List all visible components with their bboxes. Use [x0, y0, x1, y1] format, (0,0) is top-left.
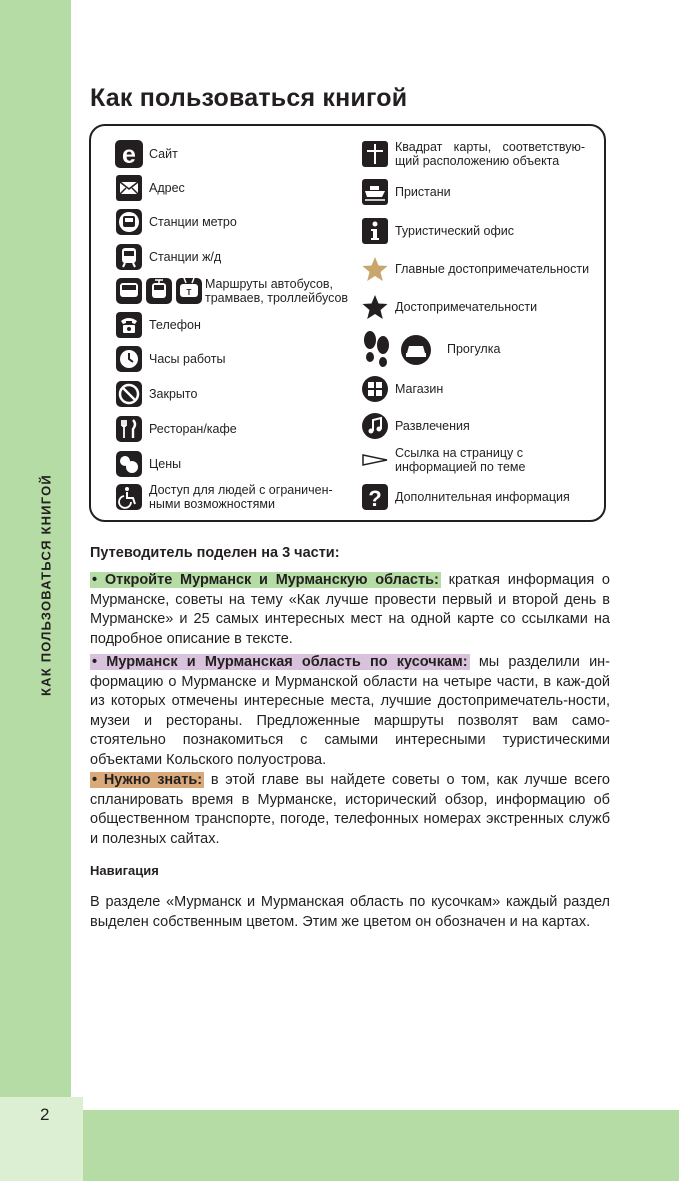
svg-text:?: ? — [368, 486, 382, 511]
sight-star-icon — [361, 293, 389, 321]
legend-item-hours: Часы работы — [115, 345, 225, 373]
bottom-band — [83, 1110, 679, 1181]
legend-item-accessibility: Доступ для людей с ограничен-ными возможностями — [115, 483, 339, 511]
section-highlight-3: • Нужно знать: — [92, 772, 203, 788]
navigation-text: В разделе «Мурманск и Мурманская область по кусочкам» каждый раздел выделен собственным цветом. Этим же цветом он обозначен и на картах. — [90, 894, 610, 930]
legend-item-metro: Станции метро — [115, 208, 237, 236]
section-paragraph-3 — [90, 771, 610, 849]
legend-item-extra-info: ? Дополнительная информация — [361, 483, 570, 511]
svg-text:e: e — [122, 141, 136, 168]
shop-icon — [361, 375, 389, 403]
section-text-1: краткая информация о Мурманске, советы на тему «Как лучше провести первый и второй день в Мурманске» и 25 самых интересных мест на одной карте со ссылками на подробное описание в тексте. — [90, 572, 610, 647]
wheelchair-icon — [115, 483, 143, 511]
prices-coins-icon — [115, 450, 143, 478]
legend-item-prices: Цены — [115, 450, 181, 478]
section-text-3: в этой главе вы найдете советы о том, как лучше всего спланировать время в Мурманске, исторический обзор, информацию об общественном транспорте, погоде, телефонных номерах экстренных служб и полезных сайтах. — [90, 772, 610, 847]
legend-item-website: e Сайт — [115, 140, 178, 168]
page-title: Как пользоваться книгой — [90, 84, 408, 112]
section-highlight-2: • Мурманск и Мурманская область по кусочкам: — [92, 654, 468, 670]
website-icon — [115, 140, 143, 168]
clock-icon — [115, 345, 143, 373]
svg-text:T: T — [186, 288, 192, 297]
legend-item-walk: Прогулка — [361, 329, 500, 369]
legend-item-closed: Закрыто — [115, 380, 197, 408]
section-label: КАК ПОЛЬЗОВАТЬСЯ КНИГОЙ — [38, 474, 54, 696]
legend-item-entertainment: Развлечения — [361, 412, 470, 440]
telephone-icon — [115, 311, 143, 339]
section-paragraph-2 — [90, 653, 610, 771]
icon-legend — [89, 124, 606, 522]
pier-ship-icon — [361, 178, 389, 206]
legend-item-main-sights: Главные достопримечательности — [361, 255, 589, 283]
section-paragraph-1 — [90, 571, 610, 649]
extra-info-question-icon — [361, 483, 389, 511]
intro-heading: Путеводитель поделен на 3 части: — [90, 545, 340, 561]
metro-station-icon — [115, 208, 143, 236]
sidebar — [0, 0, 71, 1181]
legend-item-page-link: Ссылка на страницу с информацией по теме — [361, 446, 555, 474]
address-envelope-icon — [115, 174, 143, 202]
section-text-2: мы разделили ин-формацию о Мурманске и Мурманской области на четыре части, в каж-дой из которых отмечены интересные места, лучшие достопримечатель-ности, музеи и рестораны. Предложенные маршруты позволят вам само-стоятельно познакомиться с самыми интересными туристическими объектами Кольского полуострова. — [90, 654, 611, 768]
legend-item-railway: Станции ж/д — [115, 243, 221, 271]
restaurant-icon — [115, 415, 143, 443]
map-grid-icon — [361, 140, 389, 168]
walk-car-icon — [361, 329, 433, 369]
legend-item-restaurant: Ресторан/кафе — [115, 415, 237, 443]
railway-station-icon — [115, 243, 143, 271]
page-link-arrow-icon — [361, 446, 389, 474]
navigation-heading: Навигация — [90, 863, 159, 878]
entertainment-music-icon — [361, 412, 389, 440]
page-number: 2 — [40, 1105, 50, 1124]
legend-item-shop: Магазин — [361, 375, 443, 403]
closed-icon — [115, 380, 143, 408]
legend-item-phone: Телефон — [115, 311, 201, 339]
legend-item-tourist-office: Туристический офис — [361, 217, 514, 245]
bus-tram-trolleybus-icon — [115, 276, 203, 306]
legend-item-transport: T Маршруты автобусов, трамваев, троллейбусов — [115, 276, 355, 306]
tourist-info-icon — [361, 217, 389, 245]
legend-item-map-grid: Квадрат карты, соответствую-щий расположению объекта — [361, 140, 585, 168]
main-sight-star-icon — [361, 255, 389, 283]
legend-item-address: Адрес — [115, 174, 185, 202]
legend-item-sights: Достопримечательности — [361, 293, 537, 321]
legend-item-pier: Пристани — [361, 178, 451, 206]
section-highlight-1: • Откройте Мурманск и Мурманскую область: — [92, 572, 439, 588]
